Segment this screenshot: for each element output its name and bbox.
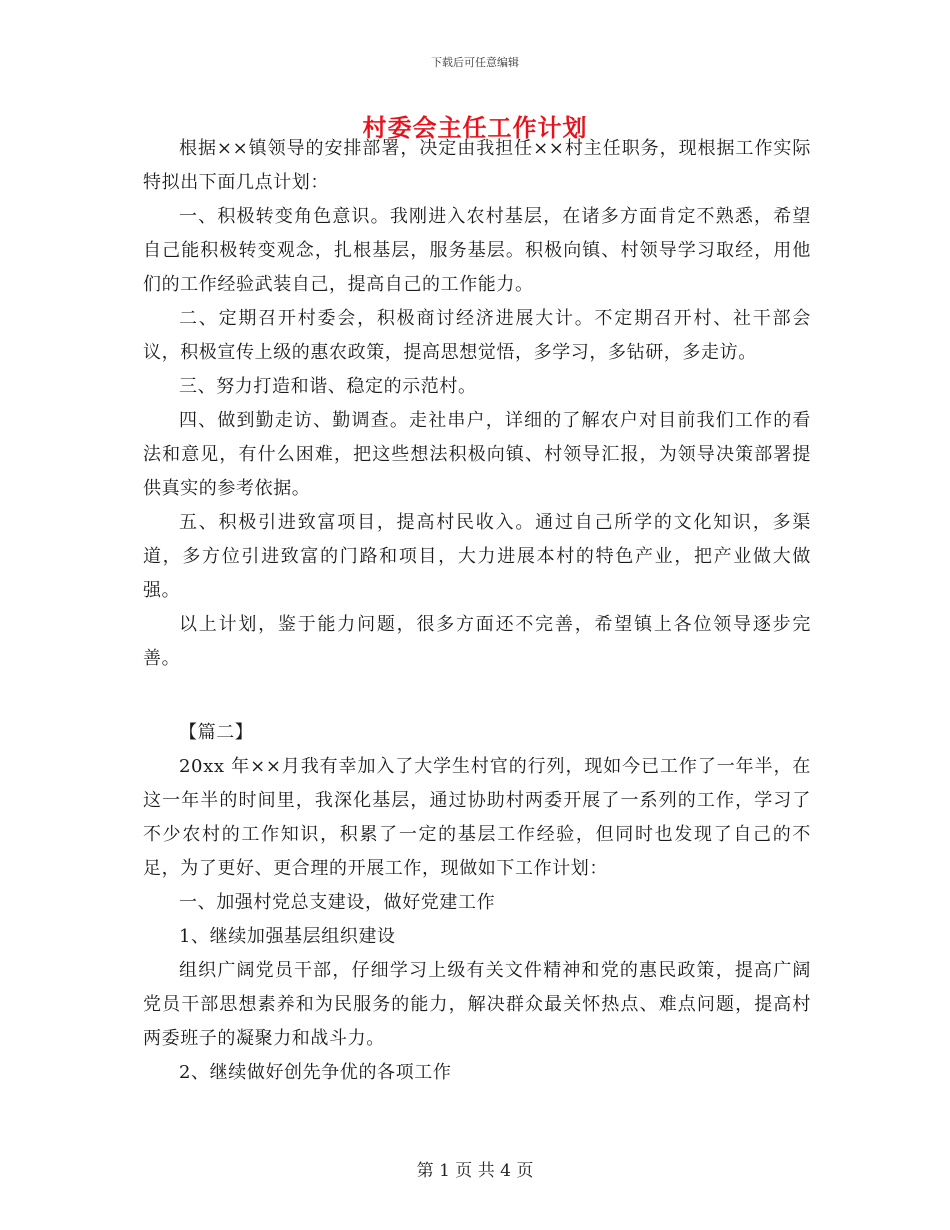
- section-two: [143, 716, 811, 1090]
- paragraph: 2、继续做好创先争优的各项工作: [179, 1062, 452, 1083]
- paragraph: 20xx 年××月我有幸加入了大学生村官的行列，现如今已工作了一年半，在这一年半的时间里，我深化基层，通过协助村两委开展了一系列的工作，学习了不少农村的工作知识，积累了一定的基层工作经验，但同时也发现了自己的不足，为了更好、更合理的开展工作，现做如下工作计划：: [143, 756, 811, 879]
- section-one: [143, 132, 811, 676]
- paragraph: 三、努力打造和谐、稳定的示范村。: [179, 376, 477, 397]
- section-heading: 【篇二】: [179, 722, 254, 743]
- paragraph: 一、积极转变角色意识。我刚进入农村基层，在诸多方面肯定不熟悉，希望自己能积极转变观念，扎根基层，服务基层。积极向镇、村领导学习取经，用他们的工作经验武装自己，提高自己的工作能力。: [143, 206, 811, 295]
- paragraph: 二、定期召开村委会，积极商讨经济进展大计。不定期召开村、社干部会议，积极宣传上级的惠农政策，提高思想觉悟，多学习，多钻研，多走访。: [143, 308, 811, 363]
- page-header-note: 下载后可任意编辑: [431, 56, 519, 69]
- paragraph: 1、继续加强基层组织建设: [179, 926, 396, 947]
- document-title: 村委会主任工作计划: [362, 113, 588, 142]
- paragraph: 四、做到勤走访、勤调查。走社串户，详细的了解农户对目前我们工作的看法和意见，有什么困难，把这些想法积极向镇、村领导汇报，为领导决策部署提供真实的参考依据。: [143, 410, 811, 499]
- paragraph: 根据××镇领导的安排部署，决定由我担任××村主任职务，现根据工作实际特拟出下面几点计划：: [143, 138, 811, 193]
- paragraph: 五、积极引进致富项目，提高村民收入。通过自己所学的文化知识，多渠道，多方位引进致富的门路和项目，大力进展本村的特色产业，把产业做大做强。: [143, 512, 811, 601]
- page-number: 第 1 页 共 4 页: [416, 1161, 534, 1181]
- paragraph: 一、加强村党总支建设，做好党建工作: [179, 892, 496, 913]
- paragraph: 以上计划，鉴于能力问题，很多方面还不完善，希望镇上各位领导逐步完善。: [143, 614, 811, 669]
- paragraph: 组织广阔党员干部，仔细学习上级有关文件精神和党的惠民政策，提高广阔党员干部思想素养和为民服务的能力，解决群众最关怀热点、难点问题，提高村两委班子的凝聚力和战斗力。: [143, 960, 811, 1049]
